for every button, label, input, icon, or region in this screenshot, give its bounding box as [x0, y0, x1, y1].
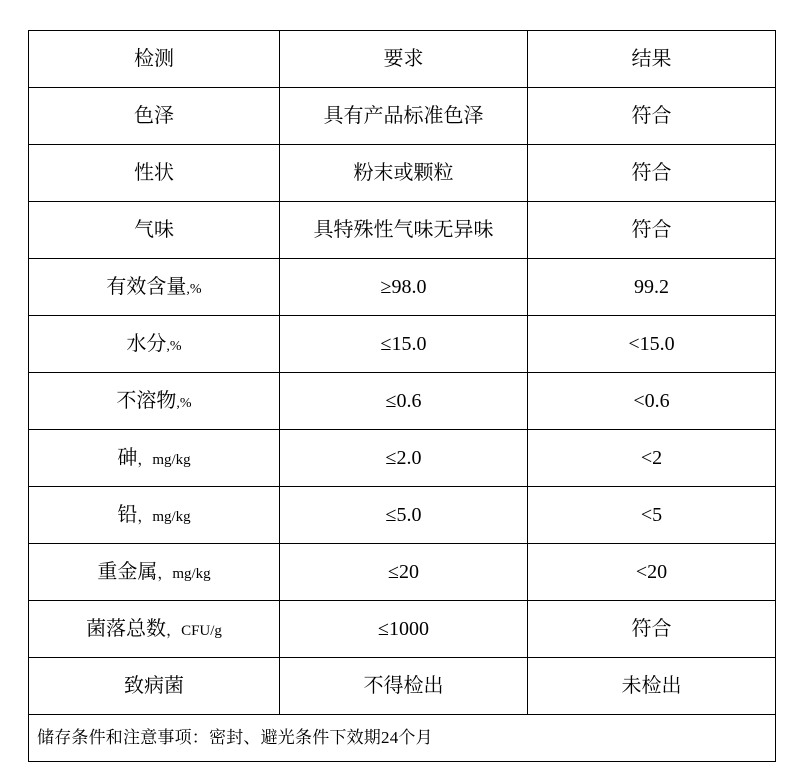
cell-requirement: 具特殊性气味无异味	[280, 202, 528, 259]
cell-requirement: ≤2.0	[280, 430, 528, 487]
cell-result: <15.0	[528, 316, 776, 373]
item-unit: ,%	[166, 339, 182, 354]
cell-item	[29, 487, 280, 544]
storage-note-text: 储存条件和注意事项：密封、避光条件下效期24个月	[37, 727, 433, 747]
item-label: 重金属	[97, 561, 158, 583]
item-label: 有效含量	[106, 276, 187, 298]
cell-requirement: ≤5.0	[280, 487, 528, 544]
specification-table	[28, 30, 776, 762]
cell-result: 符合	[528, 601, 776, 658]
item-unit: ，mg/kg	[137, 452, 191, 468]
item-label: 不溶物	[116, 390, 177, 412]
cell-requirement: 不得检出	[280, 658, 528, 715]
table-note-row	[29, 715, 776, 762]
item-label: 砷	[117, 447, 138, 469]
cell-item	[29, 259, 280, 316]
cell-result: <20	[528, 544, 776, 601]
table-row	[29, 658, 776, 715]
cell-requirement: ≤1000	[280, 601, 528, 658]
item-unit: ，mg/kg	[157, 566, 211, 582]
storage-note-cell	[29, 715, 776, 762]
cell-item	[29, 316, 280, 373]
cell-result: <2	[528, 430, 776, 487]
cell-result: 符合	[528, 202, 776, 259]
cell-item	[29, 145, 280, 202]
cell-item	[29, 544, 280, 601]
table-row	[29, 202, 776, 259]
item-label: 气味	[134, 219, 174, 241]
item-label: 色泽	[134, 105, 174, 127]
table-row	[29, 259, 776, 316]
item-unit: ，CFU/g	[166, 623, 222, 639]
table-row	[29, 145, 776, 202]
cell-item	[29, 202, 280, 259]
item-unit: ,%	[176, 396, 192, 411]
cell-item	[29, 373, 280, 430]
cell-result: 符合	[528, 88, 776, 145]
cell-item	[29, 430, 280, 487]
item-unit: ，mg/kg	[137, 509, 191, 525]
column-header-item: 检测	[29, 31, 280, 88]
table-row	[29, 487, 776, 544]
cell-result: 未检出	[528, 658, 776, 715]
cell-item	[29, 658, 280, 715]
cell-result: <5	[528, 487, 776, 544]
table-header-row	[29, 31, 776, 88]
table-row	[29, 544, 776, 601]
cell-requirement: ≥98.0	[280, 259, 528, 316]
cell-requirement: ≤20	[280, 544, 528, 601]
cell-result: 符合	[528, 145, 776, 202]
item-label: 水分	[126, 333, 167, 355]
item-label: 性状	[134, 162, 174, 184]
column-header-requirement: 要求	[280, 31, 528, 88]
cell-requirement: 具有产品标准色泽	[280, 88, 528, 145]
cell-result: 99.2	[528, 259, 776, 316]
cell-item	[29, 601, 280, 658]
item-label: 铅	[117, 504, 138, 526]
cell-item	[29, 88, 280, 145]
cell-requirement: 粉末或颗粒	[280, 145, 528, 202]
table-row	[29, 601, 776, 658]
item-label: 菌落总数	[86, 618, 167, 640]
cell-result: <0.6	[528, 373, 776, 430]
item-unit: ,%	[186, 282, 202, 297]
column-header-result: 结果	[528, 31, 776, 88]
item-label: 致病菌	[124, 675, 184, 697]
cell-requirement: ≤0.6	[280, 373, 528, 430]
table-row	[29, 88, 776, 145]
table-row	[29, 316, 776, 373]
table-row	[29, 430, 776, 487]
table-row	[29, 373, 776, 430]
cell-requirement: ≤15.0	[280, 316, 528, 373]
